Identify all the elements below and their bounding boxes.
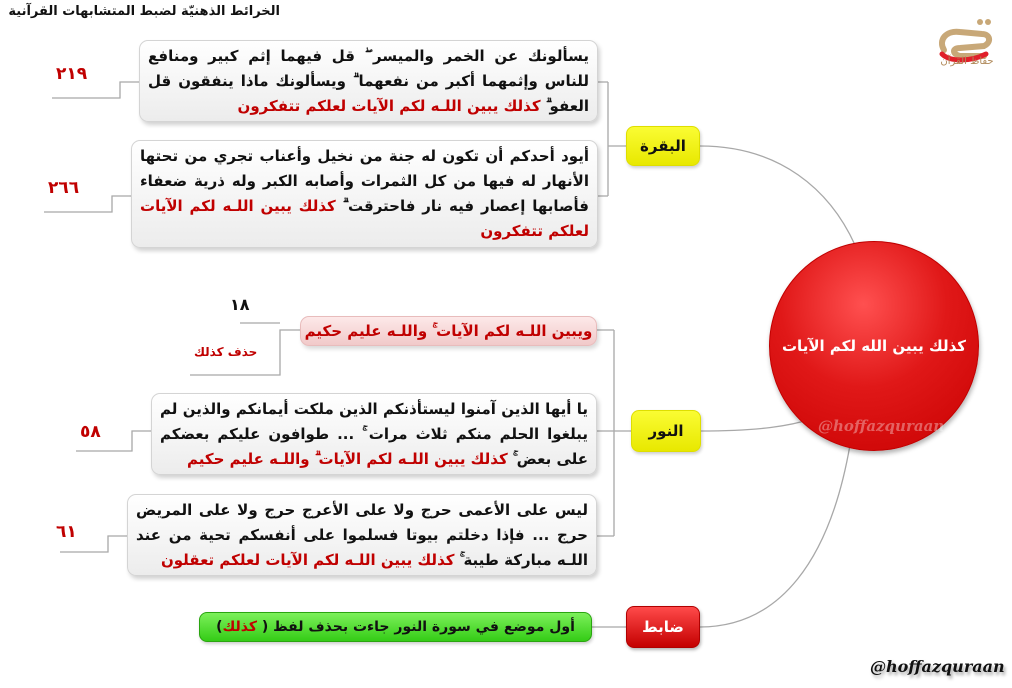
verse-highlight: كذلك يبين اللـه لكم الآيات لعلكم تتفكرون [237,97,541,115]
branch-nur-label: النور [648,422,684,440]
verse-highlight: كذلك يبين اللـه لكم الآيات ۗ واللـه عليم حكيم [186,450,508,468]
verse-box-18[interactable] [300,316,597,346]
verse-highlight: ويبين اللـه لكم الآيات ۚ واللـه عليم حكيم [304,322,593,340]
note-hadhf-kadhalik: حذف كذلك [194,345,258,359]
verse-box-58[interactable] [151,393,597,475]
connector-nur-bracket [597,330,631,536]
central-node-text: كذلك يبين الله لكم الآيات [781,337,966,355]
verse-text: يسألونك عن الخمر والميسر ۖ قل فيهما إثم كبير ومنافع للناس وإثمهما أكبر من نفعهما ۗ ويسألونك ماذا ينفقون قل العفو ۗ [148,47,589,115]
branch-baqara-label: البقرة [640,137,686,155]
verse-number-61: ٦١ [56,522,77,542]
verse-number-18: ١٨ [230,295,250,314]
verse-highlight: كذلك يبين اللـه لكم الآيات لعلكم تتفكرون [140,197,589,240]
rule-close: ) [216,619,223,635]
rule-box[interactable] [199,612,592,642]
verse-text: أيود أحدكم أن تكون له جنة من نخيل وأعناب تجري من تحتها الأنهار له فيها من كل الثمرات وأصابه الكبر وله ذرية ضعفاء فأصابها إعصار فيه نار فاحترقت ۗ [140,147,589,215]
logo-text: حفاظ القرآن [940,56,994,67]
rule-highlight: كذلك [222,619,262,635]
branch-baqara[interactable] [626,126,700,166]
verse-text: ليس على الأعمى حرج ولا على الأعرج حرج ولا على المريض حرج ... فإذا دخلتم بيوتا فسلموا على أنفسكم تحية من عند اللـه مباركة طيبة ۚ [136,501,588,569]
verse-box-266[interactable] [131,140,598,248]
branch-dabit[interactable] [626,606,700,648]
rule-text: أول موضع في سورة النور جاءت بحذف لفظ ( [261,619,575,635]
verse-box-219[interactable] [139,40,598,122]
connector-center-baqara [700,146,855,245]
connector-baqara-bracket [598,82,626,196]
connector-center-dabit [700,445,850,627]
branch-dabit-label: ضابط [642,618,684,636]
connector-219 [52,82,139,98]
verse-highlight: كذلك يبين اللـه لكم الآيات لعلكم تعقلون [160,551,455,569]
branch-nur[interactable] [631,410,701,452]
watermark: @hoffazquraan [870,657,1005,676]
verse-box-61[interactable] [127,494,597,576]
verse-number-58: ٥٨ [80,422,101,442]
connector-center-nur [700,418,815,431]
verse-number-219: ٢١٩ [56,64,88,84]
verse-text: يا أيها الذين آمنوا ليستأذنكم الذين ملكت أيمانكم والذين لم يبلغوا الحلم منكم ثلاث مرات ۚ ... طوافون عليكم بعضكم على بعض ۚ [160,400,588,468]
verse-number-266: ٢٦٦ [48,178,80,198]
page-title: الخرائط الذهنيّة لضبط المتشابهات القرآنية [8,4,280,19]
connector-266 [44,196,131,212]
circle-watermark: @hoffazquraan [818,417,945,435]
